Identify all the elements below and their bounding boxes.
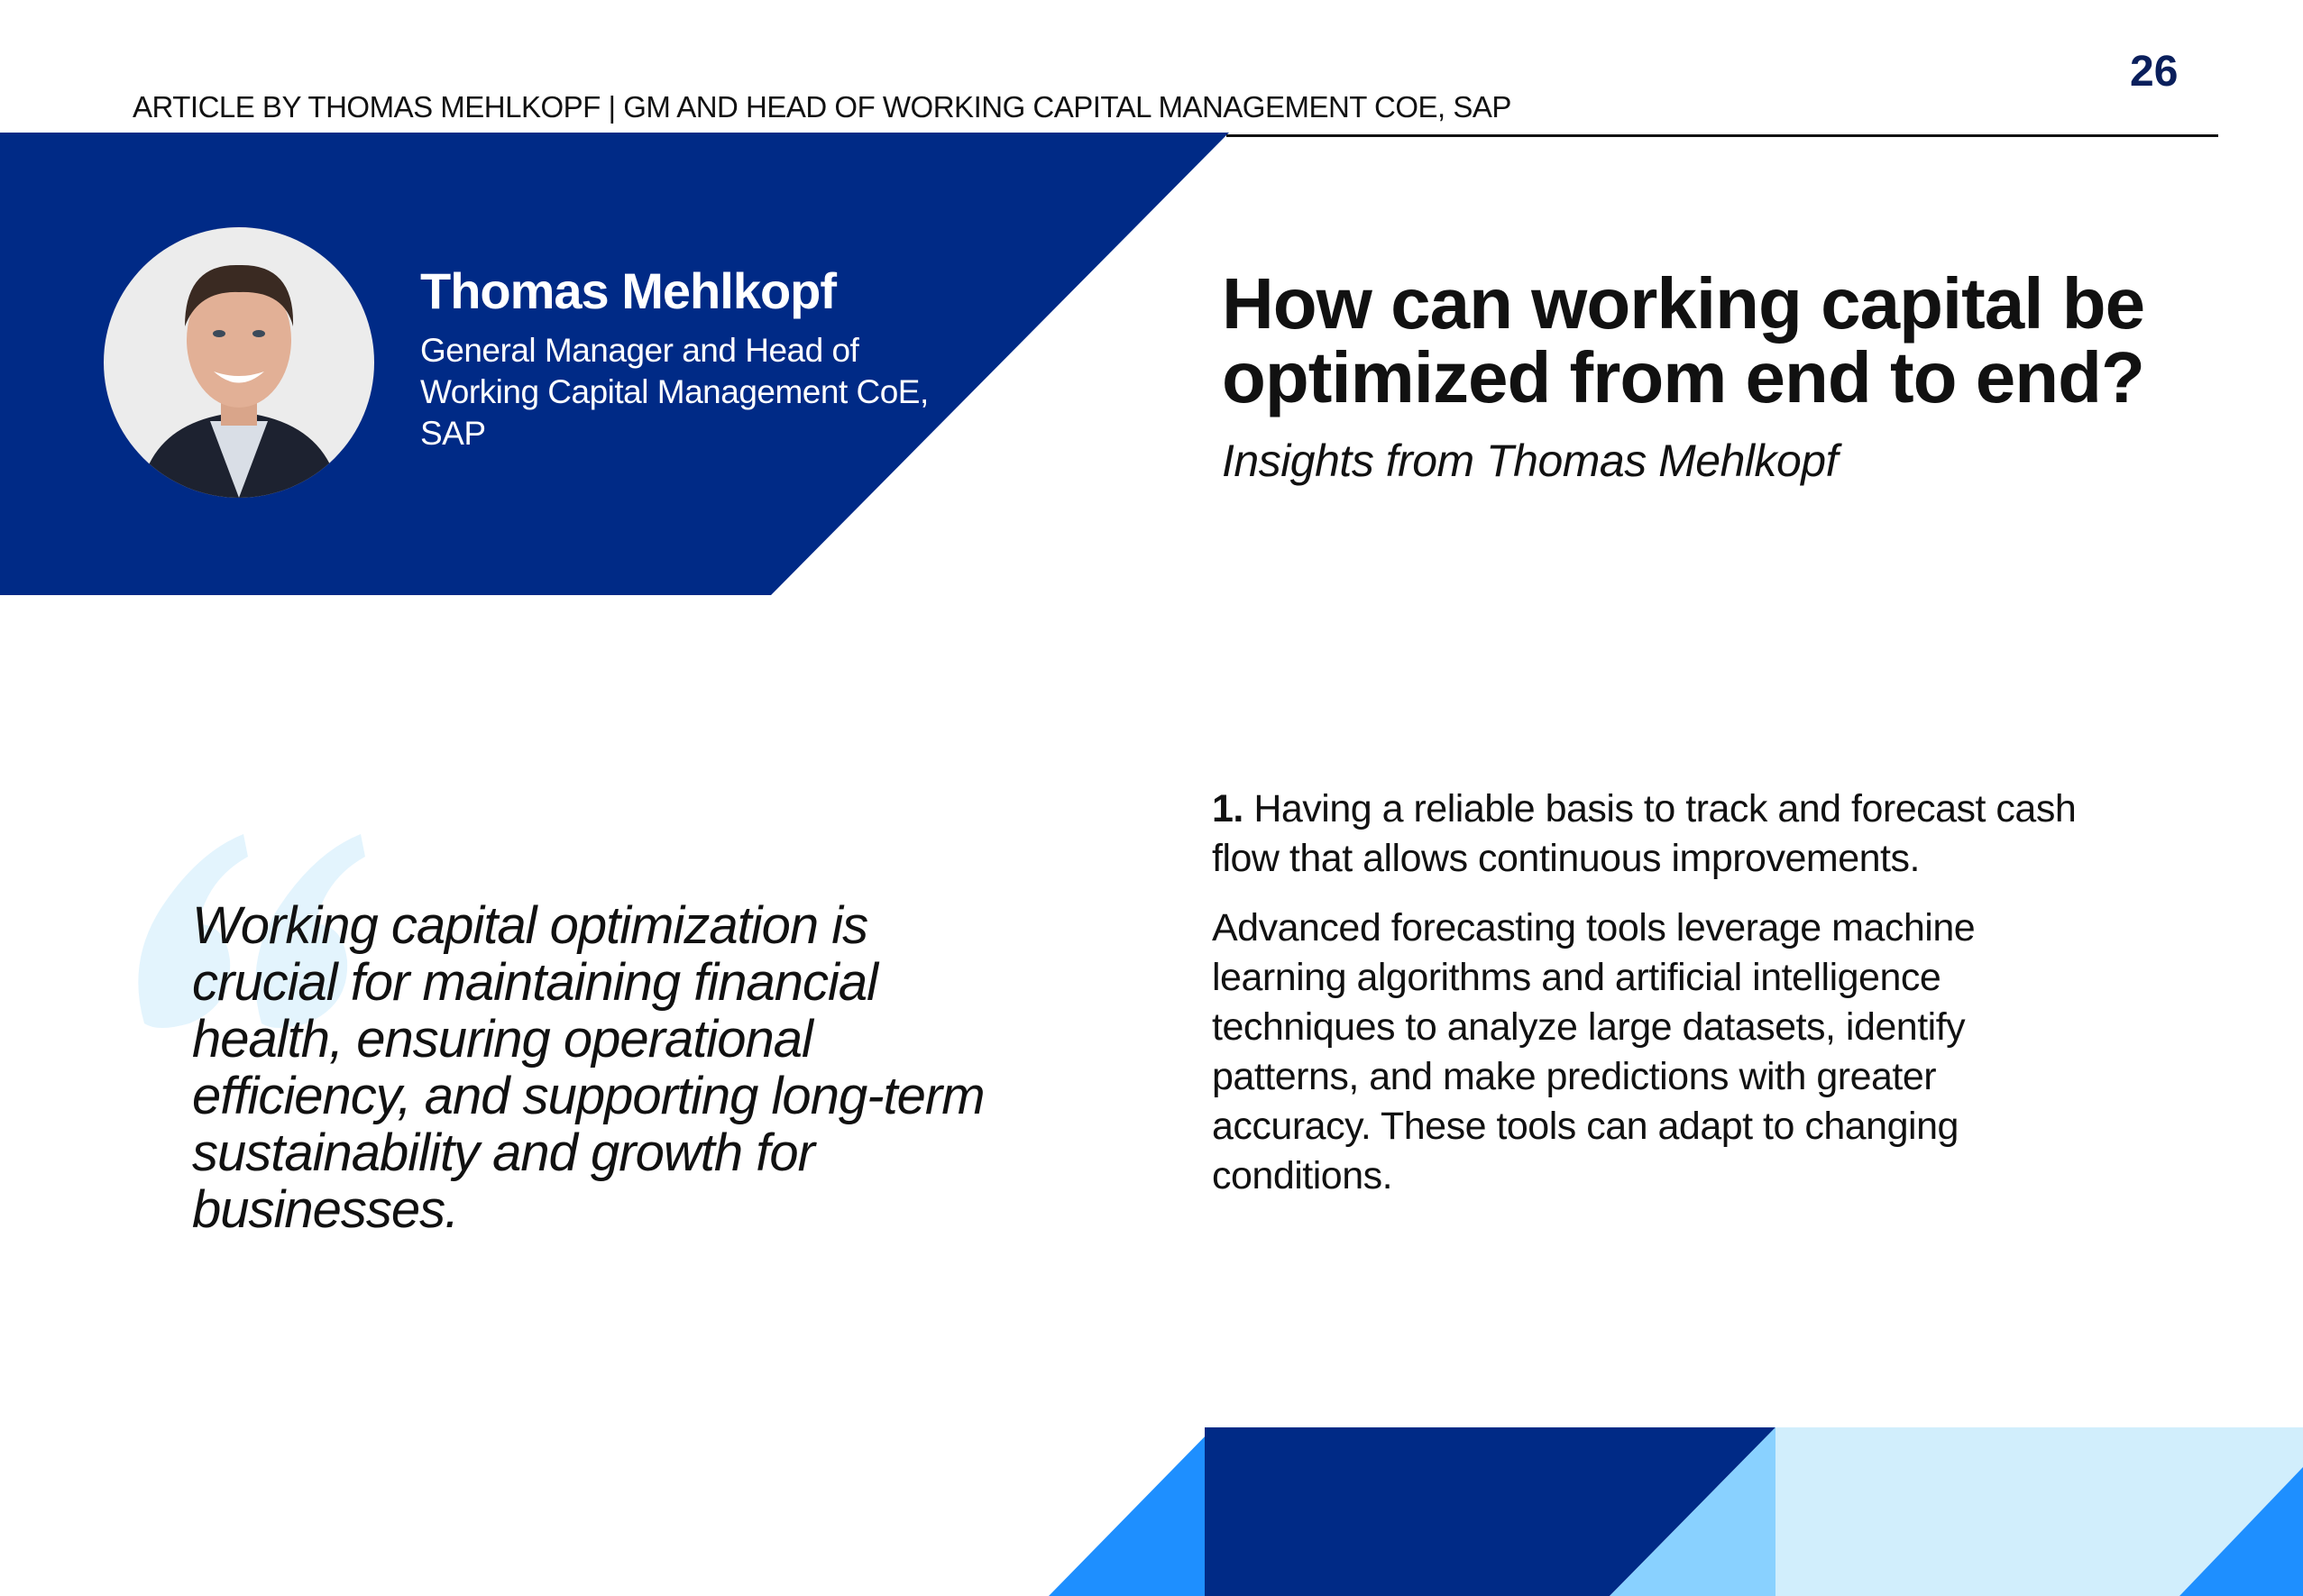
author-role: General Manager and Head of Working Capital Management CoE, SAP [420,332,929,452]
body-column [1212,784,2078,1201]
pull-quote: Working capital optimization is crucial for maintaining financial health, ensuring operational efficiency, and supporting long-term sustainability and growth for businesses. [192,896,985,1239]
article-subtitle: Insights from Thomas Mehlkopf [1222,436,1838,486]
author-photo [104,227,374,498]
page-number: 26 [2130,48,2179,96]
article-byline: ARTICLE BY THOMAS MEHLKOPF | GM AND HEAD OF WORKING CAPITAL MANAGEMENT COE, SAP [133,90,1511,124]
point-text: Having a reliable basis to track and forecast cash flow that allows continuous improvements. [1212,787,2077,880]
author-name: Thomas Mehlkopf [420,262,837,319]
body-paragraph: Advanced forecasting tools leverage machine learning algorithms and artificial intelligence techniques to analyze large datasets, identify patterns, and make predictions with greater accuracy. These tools can adapt to changing conditions. [1212,906,1976,1197]
point-one [1212,784,2078,884]
title-block [1222,263,2178,487]
article-title: How can working capital be optimized from end to end? [1222,263,2145,417]
point-number: 1. [1212,787,1243,830]
decor-bright-blue-left [1049,1427,1214,1596]
header-divider [1226,134,2218,137]
